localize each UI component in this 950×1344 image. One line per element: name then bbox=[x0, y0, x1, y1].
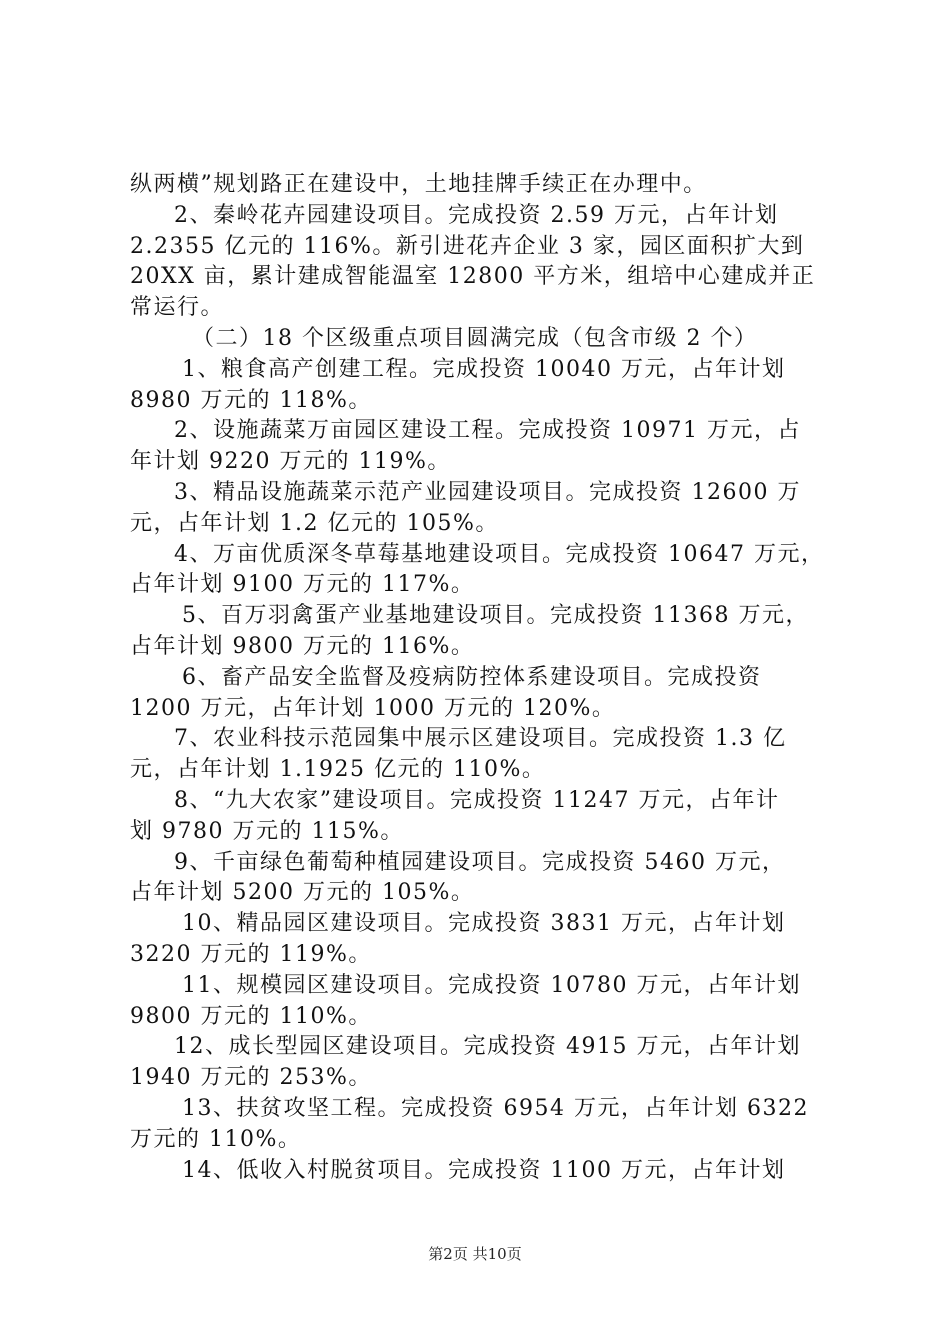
paragraph-start: 11、规模园区建设项目。完成投资 10780 万元，占年计划 bbox=[182, 972, 801, 998]
text-line: 占年计划 9100 万元的 117%。 bbox=[130, 572, 475, 598]
paragraph-start: 14、低收入村脱贫项目。完成投资 1100 万元，占年计划 bbox=[182, 1157, 786, 1183]
paragraph-start: 2、秦岭花卉园建设项目。完成投资 2.59 万元，占年计划 bbox=[174, 202, 779, 228]
text-line: 20XX 亩，累计建成智能温室 12800 平方米，组培中心建成并正 bbox=[130, 264, 816, 290]
text-line: 占年计划 5200 万元的 105%。 bbox=[130, 880, 475, 906]
text-line: 年计划 9220 万元的 119%。 bbox=[130, 449, 451, 475]
text-line: 1940 万元的 253%。 bbox=[130, 1065, 372, 1091]
text-line: 8980 万元的 118%。 bbox=[130, 387, 372, 413]
paragraph-start: 3、精品设施蔬菜示范产业园建设项目。完成投资 12600 万 bbox=[174, 479, 801, 505]
text-line: 9800 万元的 110%。 bbox=[130, 1003, 372, 1029]
text-line: 划 9780 万元的 115%。 bbox=[130, 818, 404, 844]
paragraph-start: 7、农业科技示范园集中展示区建设项目。完成投资 1.3 亿 bbox=[174, 726, 787, 752]
paragraph-start: 12、成长型园区建设项目。完成投资 4915 万元，占年计划 bbox=[174, 1034, 801, 1060]
page-number-footer: 第2页 共10页 bbox=[428, 1245, 522, 1263]
text-line: 元，占年计划 1.1925 亿元的 110%。 bbox=[130, 757, 546, 783]
text-line: 2.2355 亿元的 116%。新引进花卉企业 3 家，园区面积扩大到 bbox=[130, 233, 805, 259]
text-line: 3220 万元的 119%。 bbox=[130, 941, 372, 967]
paragraph-start: 4、万亩优质深冬草莓基地建设项目。完成投资 10647 万元， bbox=[174, 541, 825, 567]
paragraph-start: 9、千亩绿色葡萄种植园建设项目。完成投资 5460 万元， bbox=[174, 849, 786, 875]
document-body bbox=[130, 170, 830, 1186]
text-line: 1200 万元，占年计划 1000 万元的 120%。 bbox=[130, 695, 616, 721]
paragraph-start: 8、“九大农家”建设项目。完成投资 11247 万元，占年计 bbox=[174, 787, 780, 813]
paragraph-start: 6、畜产品安全监督及疫病防控体系建设项目。完成投资 bbox=[182, 664, 762, 690]
paragraph-start: 2、设施蔬菜万亩园区建设工程。完成投资 10971 万元，占 bbox=[174, 418, 801, 444]
paragraph-start: 5、百万羽禽蛋产业基地建设项目。完成投资 11368 万元， bbox=[182, 603, 809, 629]
text-line: 常运行。 bbox=[130, 295, 225, 321]
text-line: 占年计划 9800 万元的 116%。 bbox=[130, 633, 475, 659]
section-heading: （二）18 个区级重点项目圆满完成（包含市级 2 个） bbox=[192, 325, 758, 351]
paragraph-start: 1、粮食高产创建工程。完成投资 10040 万元，占年计划 bbox=[182, 356, 786, 382]
text-line: 万元的 110%。 bbox=[130, 1126, 302, 1152]
text-line: 纵两横”规划路正在建设中，土地挂牌手续正在办理中。 bbox=[130, 172, 707, 197]
text-line: 元，占年计划 1.2 亿元的 105%。 bbox=[130, 510, 499, 536]
paragraph-start: 13、扶贫攻坚工程。完成投资 6954 万元，占年计划 6322 bbox=[182, 1095, 809, 1121]
paragraph-start: 10、精品园区建设项目。完成投资 3831 万元，占年计划 bbox=[182, 911, 786, 937]
